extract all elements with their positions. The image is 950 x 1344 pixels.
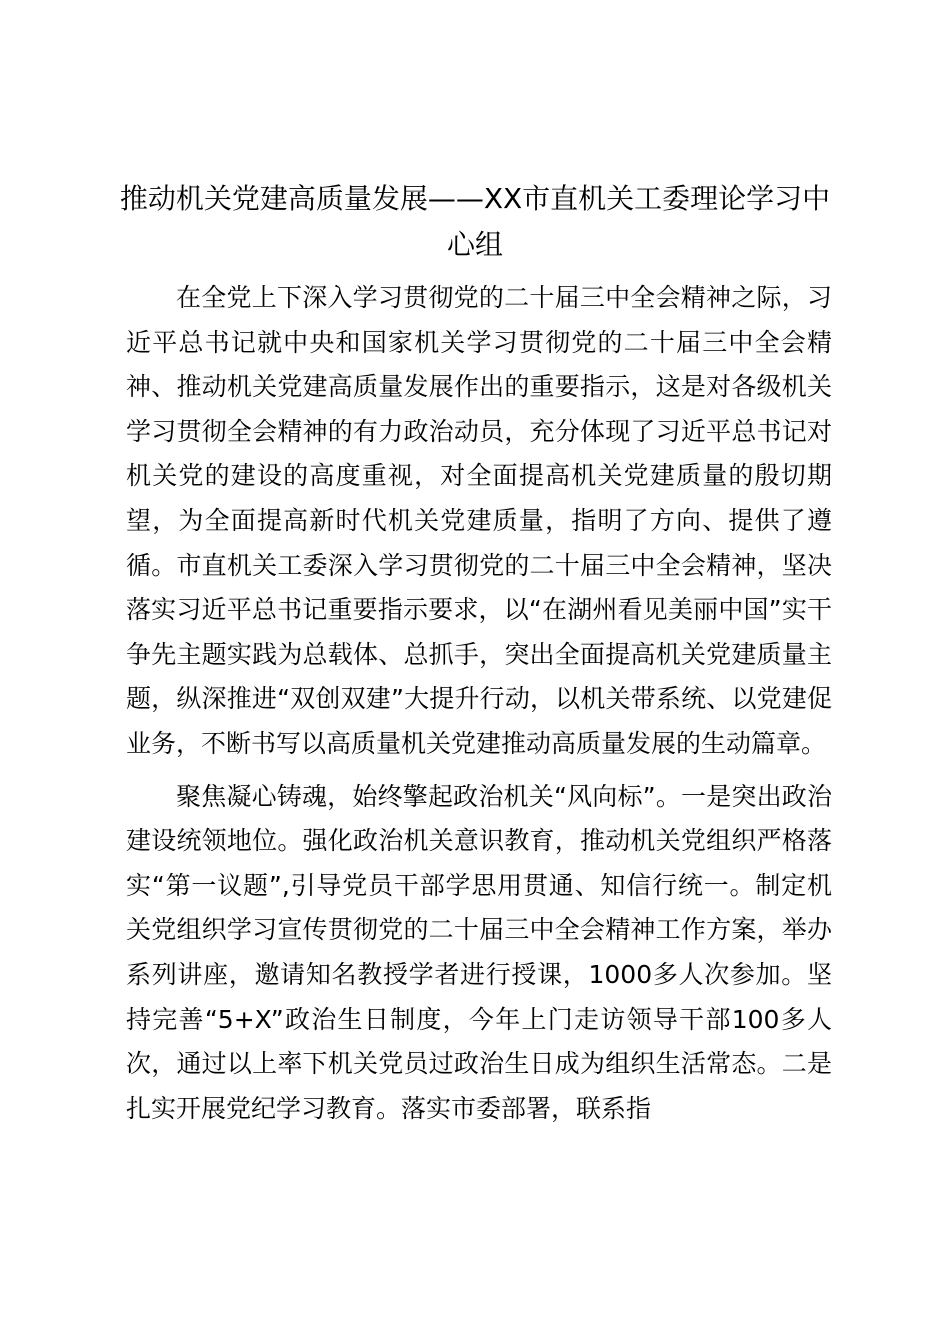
paragraph-intro: 在全党上下深入学习贯彻党的二十届三中全会精神之际，习近平总书记就中央和国家机关学习贯彻党的二十届三中全会精神、推动机关党建高质量发展作出的重要指示，这是对各级机关学习贯彻全会精神的有力政治动员，充分体现了习近平总书记对机关党的建设的高度重视，对全面提高机关党建质量的殷切期望，为全面提高新时代机关党建质量，指明了方向、提供了遵循。市直机关工委深入学习贯彻党的二十届三中全会精神，坚决落实习近平总书记重要指示要求，以“在湖州看见美丽中国”实干争先主题实践为总载体、总抓手，突出全面提高机关党建质量主题，纵深推进“双创双建”大提升行动，以机关带系统、以党建促业务，不断书写以高质量机关党建推动高质量发展的生动篇章。 [126, 283, 832, 758]
paragraph-political-building: 聚焦凝心铸魂，始终擎起政治机关“风向标”。一是突出政治建设统领地位。强化政治机关意识教育，推动机关党组织严格落实“第一议题”,引导党员干部学思用贯通、知信行统一。制定机关党组织学习宣传贯彻党的二十届三中全会精神工作方案，举办系列讲座，邀请知名教授学者进行授课，1000多人次参加。坚持完善“5+X”政治生日制度，今年上门走访领导干部100多人次，通过以上率下机关党员过政治生日成为组织生活常态。二是扎实开展党纪学习教育。落实市委部署，联系指 [126, 781, 832, 1123]
document-title: 推动机关党建高质量发展——XX市直机关工委理论学习中心组 [119, 182, 831, 261]
document-body [126, 276, 832, 1139]
